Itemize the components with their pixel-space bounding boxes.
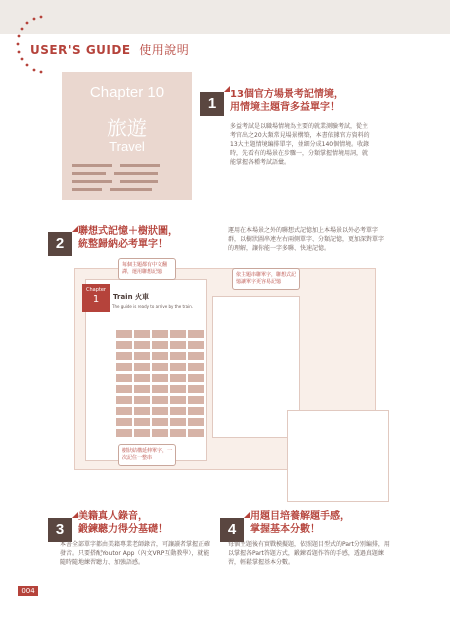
sample-topic: Train 火車 bbox=[113, 293, 150, 301]
section-2-body: 運用在本場景之外的聯想式記憶加上本場景以外必考單字群，以樹狀圖串連左右兩側單字、分類記憶，更加深對單字的理解，讓你能一字多聯、快速記憶。 bbox=[228, 227, 385, 252]
section-1-headline: 13個官方場景考記情境， 用情境主題背多益單字！ bbox=[230, 89, 344, 113]
section-3-headline: 美籍真人錄音， 鍛鍊聽力得分基礎！ bbox=[78, 511, 168, 535]
section-2-headline: 聯想式記憶＋樹狀圖， 統整歸納必考單字！ bbox=[78, 226, 178, 250]
chapter-title-en: Travel bbox=[109, 139, 145, 154]
sample-callout-top-left: 每個主題都有中文翻譯，運用聯想記憶 bbox=[118, 258, 176, 280]
chapter-label: Chapter 10 bbox=[89, 84, 165, 101]
section-number-2: 2 bbox=[48, 232, 72, 256]
guide-title-zh: 使用說明 bbox=[139, 43, 190, 57]
sample-topic-sub: The guide is ready to arrive by the train. bbox=[112, 304, 194, 309]
guide-title-en: USER'S GUIDE bbox=[30, 43, 131, 57]
sample-quiz-page bbox=[287, 410, 389, 502]
section-1-body: 多益考試是以職場情境為主要的就業測驗考試，從主考官出之20大類常見場景構築，本書依據官方資料的13大主題情境編排單字，並細分成140個情境。收錄時，先看有的場景在步驟一，分類掌握情境用詞，就能掌握各種考試語彙。 bbox=[230, 123, 370, 166]
section-4-body: 每個主題後有實戰模擬題，依照題目型式的Part分別編排，用以掌握各Part答題方式，鍛鍊看題作答的手感，透過真題練習，輕鬆掌握基本分數。 bbox=[228, 541, 390, 566]
section-3-body: 本書全部單字都由美籍專業老師錄音，可讓讀者掌握正確發音。只要搭配Youtor App（內文VRP互動教學），就能隨時隨地練習聽力、加強語感。 bbox=[60, 541, 211, 566]
section-number-4: 4 bbox=[220, 518, 244, 542]
sample-callout-right: 依主題串聯單字，聯想式記憶讓單字更容易記憶 bbox=[232, 268, 300, 290]
sample-callout-bottom-left: 樹狀結構延伸單字，一次記住一整串 bbox=[118, 444, 176, 466]
page-number: 004 bbox=[18, 586, 38, 596]
section-number-3: 3 bbox=[48, 518, 72, 542]
sample-chapter-badge: Chapter 1 bbox=[82, 284, 110, 312]
chapter-contents-list bbox=[72, 164, 184, 196]
sample-word-tree bbox=[116, 330, 206, 440]
section-number-1: 1 bbox=[200, 92, 224, 116]
chapter-card bbox=[62, 72, 192, 200]
page-title bbox=[30, 41, 189, 58]
section-4-headline: 用題目培養解題手感， 掌握基本分數！ bbox=[250, 511, 350, 535]
chapter-title-zh: 旅遊 bbox=[107, 116, 147, 140]
